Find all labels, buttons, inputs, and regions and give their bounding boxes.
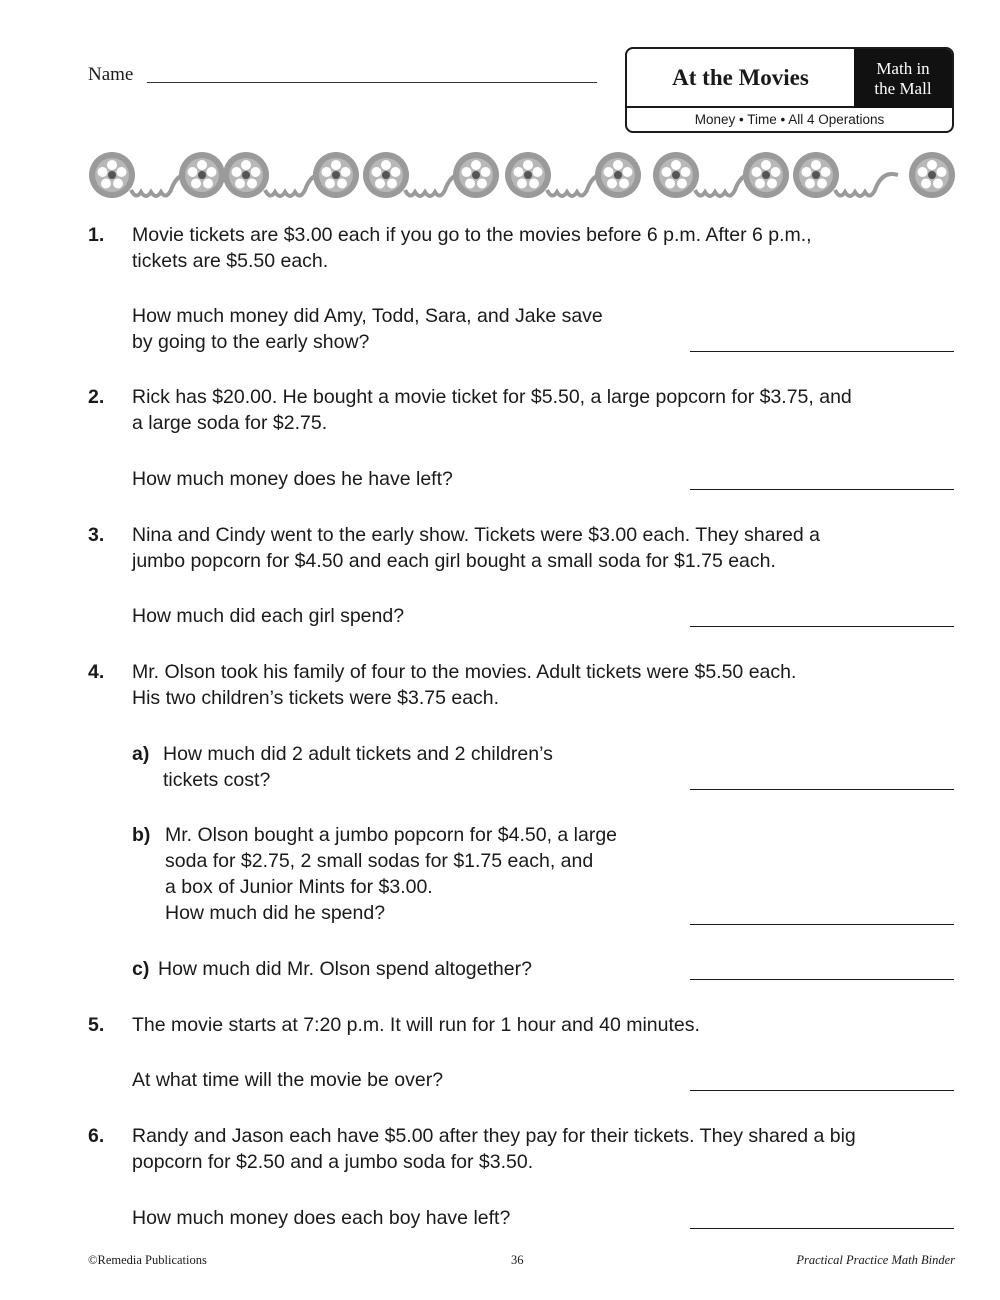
question-prompt: At what time will the movie be over? [132, 1069, 444, 1091]
name-input-line[interactable] [147, 82, 597, 83]
question-text: Nina and Cindy went to the early show. Tickets were $3.00 each. They shared a jumbo popcorn for $4.50 and each girl bought a small soda for $1.75 each. [132, 524, 820, 572]
name-label: Name [88, 64, 134, 85]
question-prompt: How much money did Amy, Todd, Sara, and Jake save by going to the early show? [132, 305, 603, 353]
part-text: Mr. Olson bought a jumbo popcorn for $4.50, a large soda for $2.75, 2 small sodas for $1.75 each, and a box of Junior Mints for $3.00. How much did he spend? [165, 824, 618, 924]
film-reel-icon [89, 152, 955, 198]
question-text: Movie tickets are $3.00 each if you go to the movies before 6 p.m. After 6 p.m., tickets are $5.50 each. [132, 224, 812, 272]
series-line-1: Math in [876, 58, 930, 78]
question-prompt: How much did each girl spend? [132, 605, 405, 627]
part-letter: c) [132, 958, 150, 980]
part-text: How much did 2 adult tickets and 2 children’s tickets cost? [163, 743, 553, 791]
answer-line[interactable] [690, 924, 954, 925]
answer-line[interactable] [690, 351, 954, 352]
question-number: 5. [88, 1014, 105, 1036]
answer-line[interactable] [690, 489, 954, 490]
question-text: Randy and Jason each have $5.00 after they pay for their tickets. They shared a big popcorn for $2.50 and a jumbo soda for $3.50. [132, 1125, 856, 1173]
part-text: How much did Mr. Olson spend altogether? [158, 958, 532, 980]
question-text: The movie starts at 7:20 p.m. It will run for 1 hour and 40 minutes. [132, 1014, 700, 1036]
topics-subtitle: Money • Time • All 4 Operations [694, 112, 885, 127]
question-number: 2. [88, 386, 105, 408]
question-number: 4. [88, 661, 105, 683]
answer-line[interactable] [690, 789, 954, 790]
question-text: Rick has $20.00. He bought a movie ticket for $5.50, a large popcorn for $3.75, and a large soda for $2.75. [132, 386, 852, 434]
part-letter: a) [132, 743, 150, 765]
answer-line[interactable] [690, 626, 954, 627]
footer-book-title: Practical Practice Math Binder [796, 1253, 955, 1267]
question-number: 3. [88, 524, 105, 546]
series-badge [854, 49, 952, 108]
question-prompt: How much money does he have left? [132, 468, 453, 490]
answer-line[interactable] [690, 1090, 954, 1091]
footer-page-number: 36 [511, 1253, 524, 1267]
film-strip [86, 150, 958, 202]
part-letter: b) [132, 824, 151, 846]
question-number: 6. [88, 1125, 105, 1147]
page-title: At the Movies [627, 49, 854, 108]
question-number: 1. [88, 224, 105, 246]
question-prompt: How much money does each boy have left? [132, 1207, 511, 1229]
series-line-2: the Mall [874, 78, 932, 98]
title-box [625, 47, 954, 133]
answer-line[interactable] [690, 1228, 954, 1229]
answer-line[interactable] [690, 979, 954, 980]
question-text: Mr. Olson took his family of four to the movies. Adult tickets were $5.50 each. His two children’s tickets were $3.75 each. [132, 661, 797, 709]
footer-publisher: ©Remedia Publications [88, 1253, 207, 1267]
